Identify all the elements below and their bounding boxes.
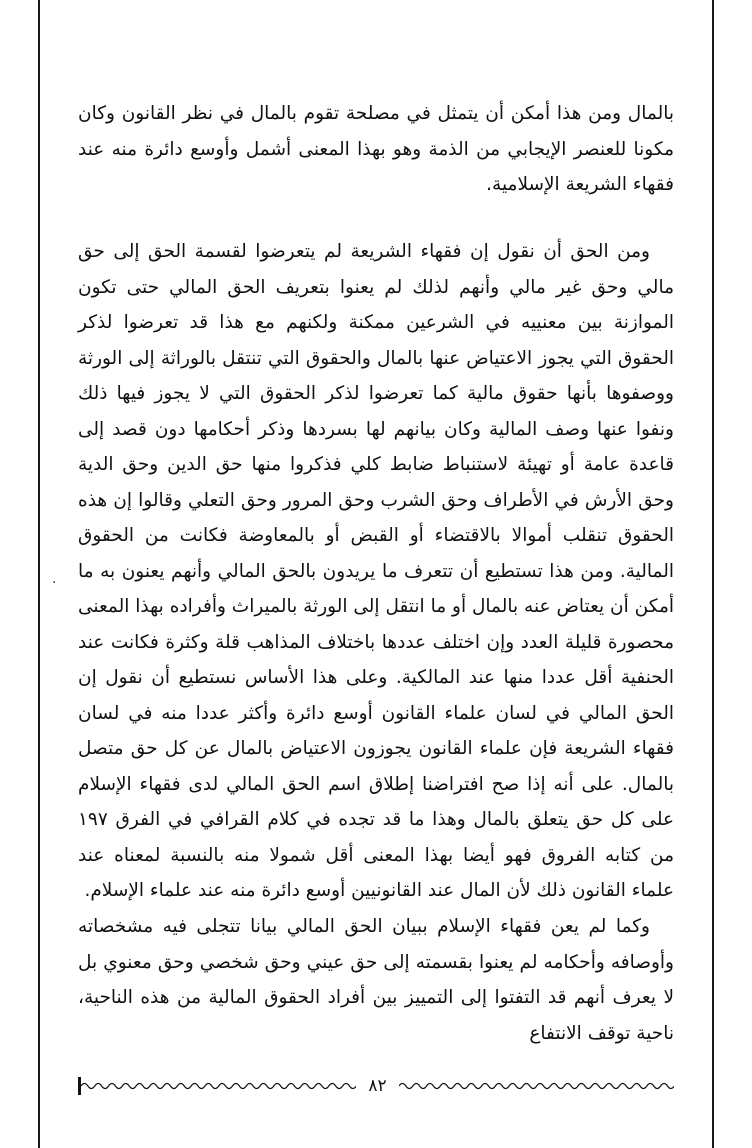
footer-wave-left [81, 1081, 356, 1091]
page-footer [78, 1074, 674, 1098]
page-number: ٨٢ [368, 1076, 387, 1096]
paragraph-2: ومن الحق أن نقول إن فقهاء الشريعة لم يتعرضوا لقسمة الحق إلى حق مالي وحق غير مالي وأنهم لذلك لم يعنوا بتعريف الحق المالي حتى تكون الموازنة بين معنييه في الشرعين ممكنة ولكنهم مع هذا قد تعرضوا لذكر الحقوق التي يجوز الاعتياض عنها بالمال والحقوق التي تنتقل بالوراثة إلى الورثة ووصفوها بأنها حقوق مالية كما تعرضوا لذكر الحقوق التي لا يجوز فيها ذلك ونفوا عنها وصف المالية وكان بيانهم لها بسردها وذكر أحكامها دون قصد إلى قاعدة عامة أو تهيئة لاستنباط ضابط كلي فذكروا منها حق الدين وحق الدية وحق الأرش في الأطراف وحق الشرب وحق المرور وحق التعلي وقالوا إن هذه الحقوق تنقلب أموالا بالاقتضاء أو القبض أو بالمعاوضة فكانت من الحقوق المالية. ومن هذا تستطيع أن تتعرف ما يريدون بالحق المالي وأنهم يعنون به ما أمكن أن يعتاض عنه بالمال أو ما انتقل إلى الورثة بالميراث وأفراده بهذا المعنى محصورة قليلة العدد وإن اختلف عددها باختلاف المذاهب قلة وكثرة فكانت عند الحنفية أقل عددا منها عند المالكية. وعلى هذا الأساس نستطيع أن نقول إن الحق المالي في لسان علماء القانون أوسع دائرة وأكثر عددا منه في لسان فقهاء الشريعة فإن علماء القانون يجوزون الاعتياض بالمال عن كل حق متصل بالمال. على أنه إذا صح افتراضنا إطلاق اسم الحق المالي لدى فقهاء الإسلام على كل حق يتعلق بالمال وهذا ما قد تجده في كلام القرافي في الفرق ١٩٧ من كتابه الفروق فهو أيضا بهذا المعنى أقل شمولا منه بالنسبة لمعناه عند علماء القانون ذلك لأن المال عند القانونيين أوسع دائرة منه عند علماء الإسلام. [78, 241, 674, 901]
footer-wave-right [399, 1081, 674, 1091]
page-edge-right [712, 0, 714, 1148]
paragraph-3: وكما لم يعن فقهاء الإسلام ببيان الحق المالي بيانا تتجلى فيه مشخصاته وأوصافه وأحكامه لم يعنوا بقسمته إلى حق عيني وحق شخصي وحق معنوي بل لا يعرف أنهم قد التفتوا إلى التمييز بين أفراد الحقوق المالية من هذه الناحية، ناحية توقف الانتفاع [78, 916, 674, 1044]
page-edge-left [38, 0, 40, 1148]
paragraph-1: بالمال ومن هذا أمكن أن يتمثل في مصلحة تقوم بالمال في نظر القانون وكان مكونا للعنصر الإيجابي من الذمة وهو بهذا المعنى أشمل وأوسع دائرة منه عند فقهاء الشريعة الإسلامية. [78, 103, 674, 195]
margin-mark: · [52, 575, 57, 591]
